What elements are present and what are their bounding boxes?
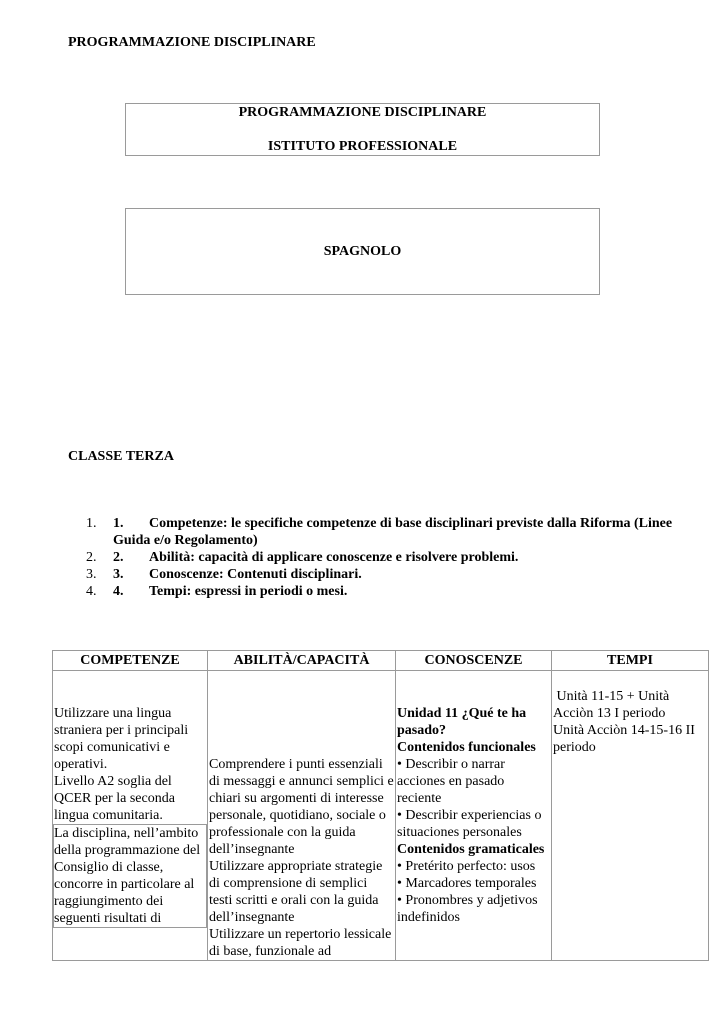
list-item <box>68 566 688 583</box>
list-item <box>68 583 688 600</box>
list-inner-number: 4. <box>113 584 124 599</box>
header-abilita: ABILITÀ/CAPACITÀ <box>208 651 396 671</box>
list-text: Competenze: le specifiche competenze di base disciplinari previste dalla Riforma (Linee Guida e/o Regolamento) <box>113 516 673 548</box>
page-header-title: PROGRAMMAZIONE DISCIPLINARE <box>68 35 316 50</box>
abilita-text-1: Comprendere i punti essenziali di messaggi e annunci semplici e chiari su argomenti di interesse personale, quotidiano, sociale o professionale con la guida dell’insegnante <box>209 757 394 857</box>
funcional-item: • Describir o narrar acciones en pasado reciente <box>397 757 505 806</box>
list-item <box>68 549 688 566</box>
list-number: 1. <box>86 516 97 531</box>
list-item <box>68 515 688 549</box>
title-box <box>125 103 600 156</box>
funcional-item: • Describir experiencias o situaciones personales <box>397 808 542 840</box>
title-box-line1: PROGRAMMAZIONE DISCIPLINARE <box>238 105 487 120</box>
list-inner-number: 1. <box>113 516 124 531</box>
cell-competenze <box>53 671 208 961</box>
title-box-line2: ISTITUTO PROFESSIONALE <box>267 139 458 154</box>
list-inner-number: 2. <box>113 550 124 565</box>
contenidos-gramaticales-heading: Contenidos gramaticales <box>397 842 545 857</box>
gramatical-item: • Pronombres y adjetivos indefinidos <box>397 893 538 925</box>
list-text: Tempi: espressi in periodi o mesi. <box>149 584 348 599</box>
subject-name: SPAGNOLO <box>323 244 402 259</box>
list-text: Abilità: capacità di applicare conoscenze e risolvere problemi. <box>149 550 519 565</box>
program-table <box>52 650 709 961</box>
list-number: 3. <box>86 567 97 582</box>
list-text: Conoscenze: Contenuti disciplinari. <box>149 567 362 582</box>
cell-conoscenze <box>396 671 552 961</box>
subject-box <box>125 208 600 295</box>
tempi-line-1: Unità 11-15 + Unità Acciòn 13 I periodo <box>553 689 672 721</box>
header-conoscenze: CONOSCENZE <box>396 651 552 671</box>
gramatical-item: • Pretérito perfecto: usos <box>397 859 536 874</box>
competenze-text-3: La disciplina, nell’ambito della programmazione del Consiglio di classe, concorre in particolare al raggiungimento dei seguenti risultati di <box>53 824 207 928</box>
header-tempi: TEMPI <box>552 651 709 671</box>
list-number: 2. <box>86 550 97 565</box>
abilita-text-2: Utilizzare appropriate strategie di comprensione di semplici testi scritti e orali con la guida dell’insegnante <box>209 859 383 925</box>
cell-tempi <box>552 671 709 961</box>
legend-list <box>68 515 688 600</box>
abilita-text-3: Utilizzare un repertorio lessicale di base, funzionale ad <box>209 927 392 959</box>
competenze-text-2: Livello A2 soglia del QCER per la seconda lingua comunitaria. <box>54 774 175 823</box>
cell-abilita <box>208 671 396 961</box>
list-inner-number: 3. <box>113 567 124 582</box>
tempi-line-2: Unità Acciòn 14-15-16 II periodo <box>553 723 695 755</box>
unidad-title: Unidad 11 ¿Qué te ha pasado? <box>397 706 527 738</box>
class-heading: CLASSE TERZA <box>68 449 174 464</box>
list-number: 4. <box>86 584 97 599</box>
contenidos-funcionales-heading: Contenidos funcionales <box>397 740 536 755</box>
competenze-text-1: Utilizzare una lingua straniera per i principali scopi comunicativi e operativi. <box>54 706 189 772</box>
gramatical-item: • Marcadores temporales <box>397 876 537 891</box>
header-competenze: COMPETENZE <box>53 651 208 671</box>
